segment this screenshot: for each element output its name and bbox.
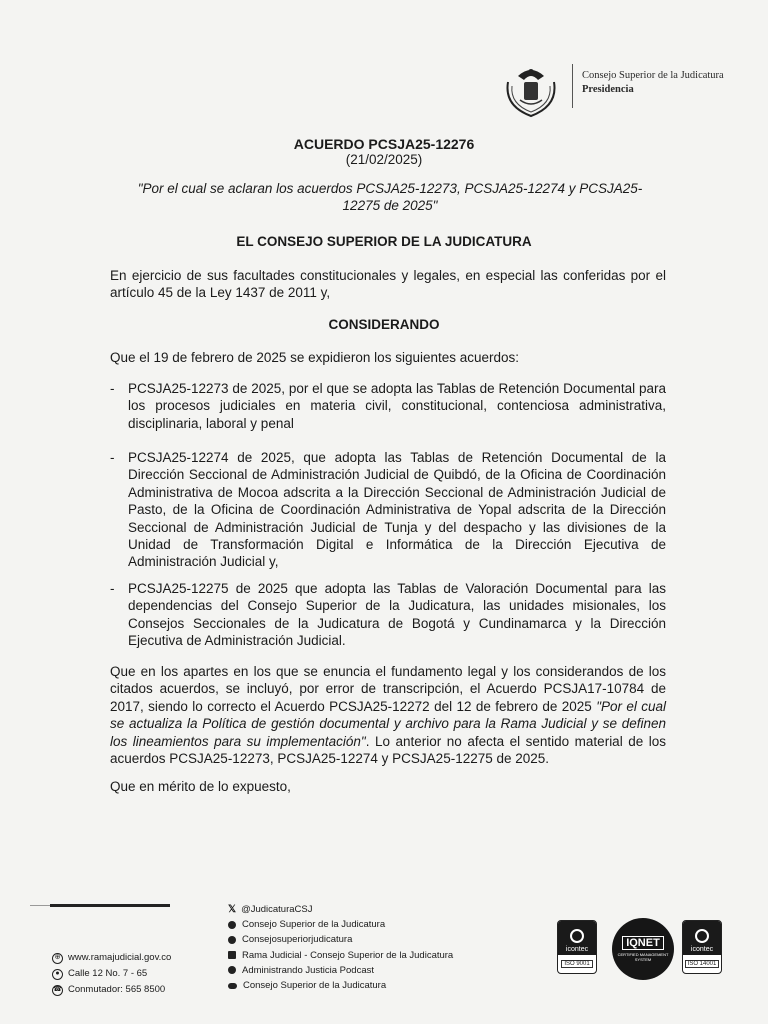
instagram-icon (228, 936, 236, 944)
cert-code: CERTIFIED MANAGEMENT SYSTEM (617, 952, 669, 962)
closing-paragraph: Que en mérito de lo expuesto, (110, 779, 291, 794)
social-instagram[interactable] (228, 932, 453, 947)
list-dash: - (110, 381, 115, 396)
list-item (110, 580, 666, 650)
youtube-icon (228, 983, 237, 989)
social-facebook-text: Consejo Superior de la Judicatura (242, 919, 386, 931)
document-number: ACUERDO PCSJA25-12276 (293, 136, 475, 152)
organization-unit: Presidencia (582, 84, 634, 95)
social-linkedin-text: Rama Judicial - Consejo Superior de la Judicatura (242, 949, 454, 961)
lead-paragraph: Que el 19 de febrero de 2025 se expidieron los siguientes acuerdos: (110, 350, 520, 365)
phone-text: Conmutador: 565 8500 (68, 984, 166, 995)
issuing-body: EL CONSEJO SUPERIOR DE LA JUDICATURA (236, 234, 532, 249)
list-item-text: PCSJA25-12273 de 2025, por el que se adopta las Tablas de Retención Documental para los procesos judiciales en materia civil, constitucional, contenciosa administrativa, disciplinaria, laboral y penal (128, 381, 666, 431)
document-subject: "Por el cual se aclaran los acuerdos PCSJA25-12273, PCSJA25-12274 y PCSJA25-12275 de 2025" (137, 181, 643, 213)
cert-brand: IQNET (622, 936, 664, 950)
main-text-part1: Que en los apartes en los que se enuncia el fundamento legal y los considerandos de los citados acuerdos, se incluyó, por error de transcripción, el Acuerdo PCSJA17-10784 de 2017, siendo lo correcto el Acuerdo PCSJA25-12272 del 12 de febrero de 2025 (110, 664, 666, 714)
organization-name: Consejo Superior de la Judicatura (582, 70, 724, 81)
x-icon: 𝕏 (228, 904, 237, 915)
social-x-text: @JudicaturaCSJ (241, 904, 313, 915)
cert-code: ISO 9001 (561, 960, 592, 968)
location-pin-icon: ● (52, 969, 63, 980)
list-item (110, 380, 666, 432)
considering-heading: CONSIDERANDO (328, 317, 440, 332)
social-youtube-text: Consejo Superior de la Judicatura (243, 980, 387, 992)
list-dash: - (110, 581, 115, 596)
social-instagram-text: Consejosuperiorjudicatura (242, 934, 353, 946)
linkedin-icon (228, 951, 236, 959)
document-date: (21/02/2025) (345, 152, 423, 167)
phone-icon: ☎ (52, 985, 63, 996)
icontec-iso9001-logo (557, 920, 597, 974)
list-item-text: PCSJA25-12274 de 2025, que adopta las Tablas de Retención Documental de la Dirección Seccional de Administración Judicial de Quibdó, de la Oficina de Coordinación Administrativa de Mocoa adscrita a la Dirección Seccional de Administración Judicial de Pasto, de la Oficina de Coordinación Administrativa de Yopal adscrita de la Dirección Seccional de Administración Judicial de Tunja y del despacho y las divisiones de la Unidad de Transformación Digital e Informática de la Dirección Ejecutiva de Administración Judicial y, (128, 450, 666, 570)
podcast-icon (228, 966, 236, 974)
main-text-part2: . Lo anterior no afecta el sentido material de los acuerdos PCSJA25-12273, PCSJA25-12274 y PCSJA25-12275 de 2025. (110, 733, 666, 767)
letterhead (500, 62, 750, 122)
header-divider (572, 64, 573, 108)
website-text: www.ramajudicial.gov.co (68, 952, 172, 963)
contact-info (52, 950, 171, 998)
facebook-icon (228, 921, 236, 929)
footer-rule (50, 904, 170, 907)
social-links (228, 902, 453, 993)
list-item-text: PCSJA25-12275 de 2025 que adopta las Tablas de Valoración Documental para las dependencias del Consejo Superior de la Judicatura, las unidades misionales, los Consejos Seccionales de la Judicatura de Bogotá y Cundinamarca y la Dirección Ejecutiva de Administración Judicial. (128, 581, 666, 649)
social-podcast-text: Administrando Justicia Podcast (242, 964, 375, 976)
social-youtube[interactable] (228, 978, 453, 993)
colombia-coat-of-arms-icon (500, 62, 562, 120)
iqnet-logo (612, 918, 674, 980)
social-facebook[interactable] (228, 917, 453, 932)
cert-code: ISO 14001 (685, 960, 720, 968)
main-paragraph (110, 663, 666, 767)
address (52, 966, 171, 982)
list-dash: - (110, 450, 115, 465)
social-x[interactable] (228, 902, 453, 917)
social-podcast[interactable] (228, 963, 453, 978)
cert-brand: icontec (690, 946, 714, 953)
icontec-iso14001-logo (682, 920, 722, 974)
website-link[interactable] (52, 950, 171, 966)
intro-paragraph: En ejercicio de sus facultades constitucionales y legales, en especial las conferidas por el artículo 45 de la Ley 1437 de 2011 y, (110, 268, 666, 301)
list-item (110, 449, 666, 571)
cert-brand: icontec (565, 946, 589, 953)
phone (52, 982, 171, 998)
social-linkedin[interactable] (228, 948, 453, 963)
main-text-citation: "Por el cual se actualiza la Política de gestión documental y archivo para la Rama Judicial y se definen los lineamientos para su implementación" (110, 698, 667, 749)
globe-icon: ⊕ (52, 953, 63, 964)
address-text: Calle 12 No. 7 - 65 (68, 968, 148, 979)
